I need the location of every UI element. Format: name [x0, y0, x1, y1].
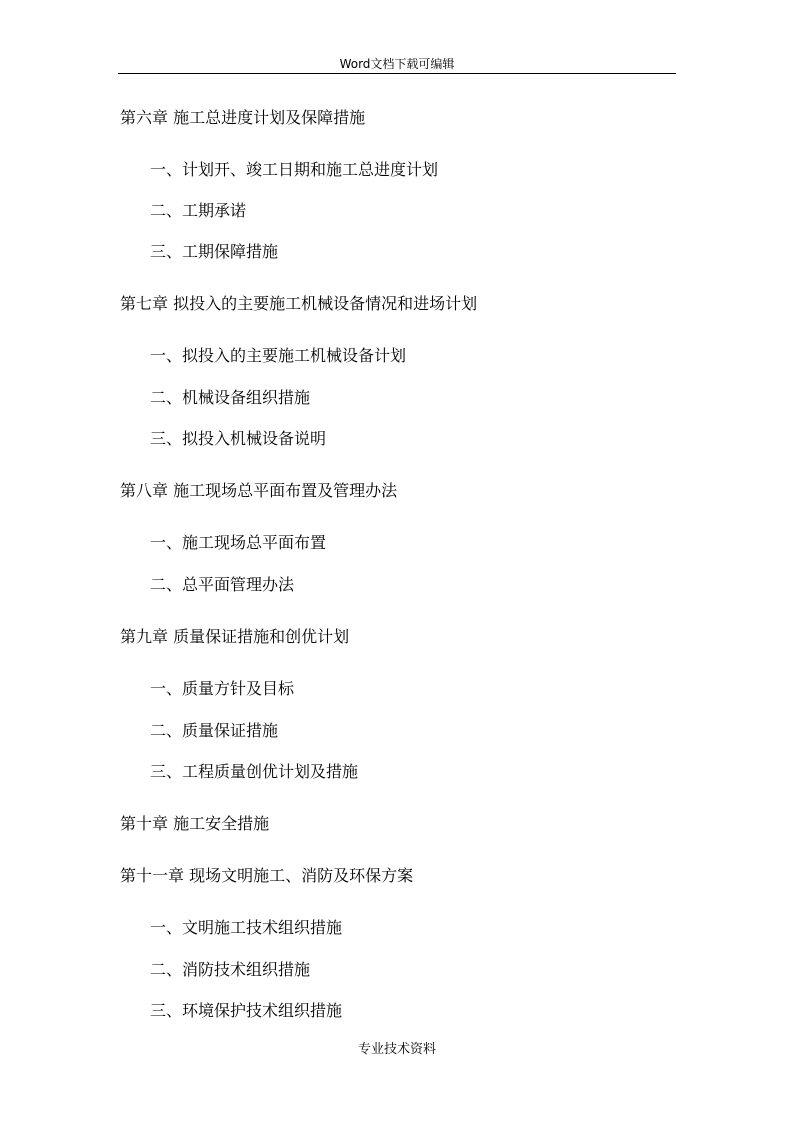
toc-chapter-8: 第八章 施工现场总平面布置及管理办法 — [120, 481, 398, 500]
page-footer: 专业技术资料 — [357, 1042, 436, 1057]
toc-section-7-2: 二、机械设备组织措施 — [150, 388, 311, 407]
toc-section-6-2: 二、工期承诺 — [150, 201, 247, 220]
toc-section-8-2: 二、总平面管理办法 — [150, 575, 295, 594]
page-header: Word文档下载可编辑 — [339, 57, 455, 71]
toc-chapter-9: 第九章 质量保证措施和创优计划 — [120, 627, 350, 646]
toc-section-11-1: 一、文明施工技术组织措施 — [150, 918, 343, 937]
toc-section-9-1: 一、质量方针及目标 — [150, 679, 295, 698]
toc-section-9-2: 二、质量保证措施 — [150, 721, 279, 740]
toc-section-6-3: 三、工期保障措施 — [150, 242, 279, 261]
toc-section-11-3: 三、环境保护技术组织措施 — [150, 1001, 343, 1020]
toc-chapter-11: 第十一章 现场文明施工、消防及环保方案 — [120, 866, 414, 885]
toc-chapter-10: 第十章 施工安全措施 — [120, 814, 270, 833]
toc-chapter-7: 第七章 拟投入的主要施工机械设备情况和进场计划 — [120, 294, 478, 313]
toc-section-8-1: 一、施工现场总平面布置 — [150, 533, 327, 552]
toc-section-9-3: 三、工程质量创优计划及措施 — [150, 762, 359, 781]
toc-chapter-6: 第六章 施工总进度计划及保障措施 — [120, 108, 366, 127]
toc-section-7-1: 一、拟投入的主要施工机械设备计划 — [150, 346, 407, 365]
header-rule — [118, 73, 676, 74]
toc-section-11-2: 二、消防技术组织措施 — [150, 960, 311, 979]
toc-section-7-3: 三、拟投入机械设备说明 — [150, 429, 327, 448]
toc-section-6-1: 一、计划开、竣工日期和施工总进度计划 — [150, 160, 439, 179]
